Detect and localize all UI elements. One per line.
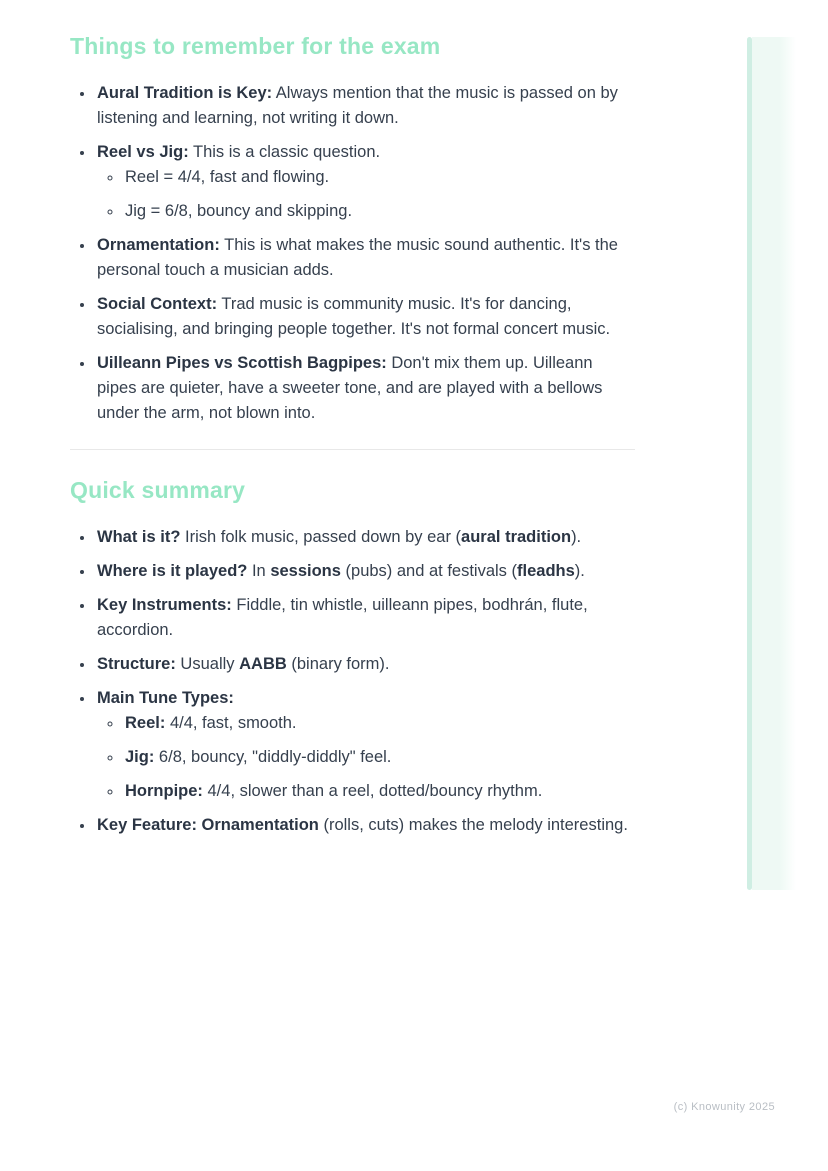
text: Usually — [175, 655, 240, 673]
text: Fiddle, tin whistle, uilleann pipes, bodhrán, flute, accordion. — [97, 596, 588, 639]
bold-text: sessions — [270, 562, 341, 580]
list-item — [95, 813, 636, 838]
text: 6/8, bouncy, "diddly-diddly" feel. — [154, 748, 392, 766]
bold-text: Key Feature: Ornamentation — [97, 816, 319, 834]
list-item — [95, 559, 636, 584]
bold-text: Reel: — [125, 714, 166, 732]
bold-text: Main Tune Types: — [97, 689, 234, 707]
bold-text: Aural Tradition is Key: — [97, 84, 273, 102]
bold-text: What is it? — [97, 528, 181, 546]
text: 4/4, slower than a reel, dotted/bouncy rhythm. — [202, 782, 543, 800]
document-content — [70, 33, 636, 847]
text: (binary form). — [286, 655, 390, 673]
bold-text: Social Context: — [97, 295, 218, 313]
side-accent-wash — [752, 37, 796, 890]
section-quick-summary — [70, 477, 636, 838]
list-item — [95, 525, 636, 550]
list-item — [95, 686, 636, 804]
text: ). — [574, 562, 585, 580]
list-item — [95, 81, 636, 131]
bold-text: Key Instruments: — [97, 596, 232, 614]
text: Jig = 6/8, bouncy and skipping. — [125, 202, 353, 220]
sub-list — [97, 165, 636, 224]
bold-text: Structure: — [97, 655, 176, 673]
text: Always mention that the music is passed on by listening and learning, not writing it down. — [97, 84, 618, 127]
bold-text: Ornamentation: — [97, 236, 220, 254]
text: Reel = 4/4, fast and flowing. — [125, 168, 330, 186]
sub-list-item — [123, 779, 636, 804]
list-item — [95, 140, 636, 224]
sub-list-item — [123, 745, 636, 770]
bold-text: Where is it played? — [97, 562, 248, 580]
sub-list-item — [123, 165, 636, 190]
text: Irish folk music, passed down by ear ( — [180, 528, 462, 546]
list-item — [95, 292, 636, 342]
bold-text: fleadhs — [517, 562, 575, 580]
list-item — [95, 351, 636, 426]
bold-text: Jig: — [125, 748, 155, 766]
bold-text: aural tradition — [461, 528, 572, 546]
sub-list-item — [123, 199, 636, 224]
section-title-quick-summary: Quick summary — [70, 477, 246, 503]
text: (pubs) and at festivals ( — [340, 562, 518, 580]
text: (rolls, cuts) makes the melody interesting. — [318, 816, 628, 834]
text: ). — [571, 528, 582, 546]
list-item — [95, 233, 636, 283]
things-to-remember-list — [70, 81, 636, 426]
sub-list-item — [123, 711, 636, 736]
quick-summary-list — [70, 525, 636, 838]
list-item — [95, 652, 636, 677]
section-things-to-remember — [70, 33, 636, 426]
text: This is a classic question. — [188, 143, 381, 161]
text: In — [247, 562, 271, 580]
bold-text: Reel vs Jig: — [97, 143, 189, 161]
bold-text: Uilleann Pipes vs Scottish Bagpipes: — [97, 354, 387, 372]
text: This is what makes the music sound authentic. It's the personal touch a musician adds. — [97, 236, 618, 279]
section-title-things-to-remember: Things to remember for the exam — [70, 33, 441, 59]
text: Trad music is community music. It's for dancing, socialising, and bringing people together. It's not formal concert music. — [97, 295, 611, 338]
bold-text: AABB — [239, 655, 287, 673]
copyright-footer: (c) Knowunity 2025 — [673, 1101, 775, 1113]
sub-list — [97, 711, 636, 804]
text: Don't mix them up. Uilleann pipes are quieter, have a sweeter tone, and are played with a bellows under the arm, not blown into. — [97, 354, 603, 422]
section-divider — [70, 449, 635, 450]
list-item — [95, 593, 636, 643]
text: 4/4, fast, smooth. — [165, 714, 297, 732]
bold-text: Hornpipe: — [125, 782, 203, 800]
